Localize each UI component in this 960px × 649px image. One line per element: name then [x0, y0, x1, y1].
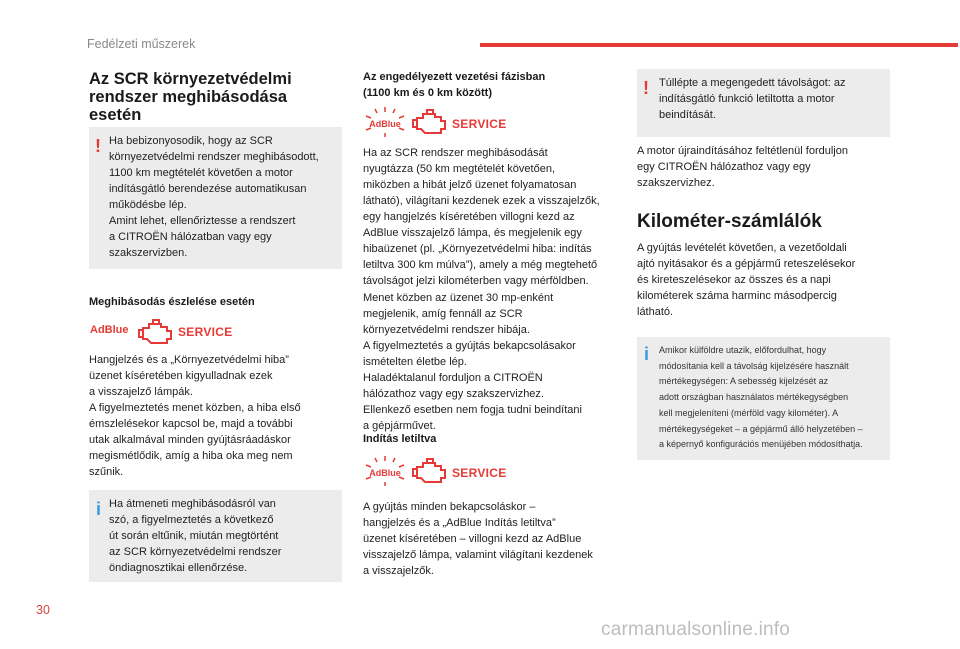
warning-text-2: Túllépte a megengedett távolságot: az indításgátló funkció letiltotta a motor beindítását. [659, 77, 846, 121]
warning-box-2 [637, 69, 890, 137]
service-lamp-icon: SERVICE [178, 325, 233, 339]
adblue-lamp-icon: AdBlue [90, 324, 129, 336]
warning-box-1 [89, 127, 342, 269]
detection-subheading: Meghibásodás észlelése esetén [89, 296, 255, 308]
info-box-2 [637, 337, 890, 460]
warning-icon: ! [95, 136, 101, 156]
restart-paragraph: A motor újraindításához feltétlenül forduljon egy CITROËN hálózathoz vagy egy szakszervizhez. [637, 145, 848, 189]
info-box-1 [89, 490, 342, 582]
warning-text-1: Ha bebizonyosodik, hogy az SCR környezetvédelmi rendszer meghibásodott, 1100 km megtételét követően a motor indításgátló berendezése automatikusan működésbe lép. Amint lehet, ellenőriztesse a rendszert a CITROËN hálózatban vagy egy szakszervizben. [109, 135, 319, 259]
header-accent-bar [480, 43, 958, 47]
engine-warning-icon [411, 108, 451, 138]
detection-paragraph: Hangjelzés és a „Környezetvédelmi hiba” üzenet kíséretében kigyulladnak ezek a visszajelző lámpák. A figyelmeztetés menet közben, a hiba első émszlelésekor kapcsol be, majd a további utak alkalmával minden gyújtásráadáskor megismétlődik, amíg a hiba oka meg nem szűnik. [89, 354, 301, 478]
svg-text:AdBlue: AdBlue [369, 468, 401, 478]
watermark: carmanualsonline.info [601, 619, 791, 640]
message-repeat-paragraph: Menet közben az üzenet 30 mp-enként megjelenik, amíg fennáll az SCR környezetvédelmi rendszer hibája. A figyelmeztetés a gyújtás bekapcsolásakor ismételten életbe lép. Haladéktalanul forduljon a CITROËN hálózathoz vagy egy szakszervizhez. Ellenkező esetben nem fogja tudni beindítani a gépjárművet. [363, 292, 582, 432]
svg-text:AdBlue: AdBlue [369, 119, 401, 129]
warning-icon: ! [643, 78, 649, 98]
service-lamp-icon: SERVICE [452, 117, 507, 131]
service-lamp-icon: SERVICE [452, 466, 507, 480]
start-blocked-paragraph: A gyújtás minden bekapcsoláskor – hangjelzés és a „AdBlue Indítás letiltva” üzenet kíséretében – villogni kezd az AdBlue visszajelző lámpa, valamint világítani kezdenek a visszajelzők. [363, 501, 593, 577]
adblue-flashing-icon [363, 455, 407, 487]
info-icon: i [96, 499, 102, 519]
info-text-1: Ha átmeneti meghibásodásról van szó, a figyelmeztetés a következő út során eltűnik, miután megtörtént az SCR környezetvédelmi rendszer öndiagnosztikai ellenőrzése. [109, 498, 282, 574]
start-blocked-subheading: Indítás letiltva [363, 433, 437, 445]
warning-lamps-row-1 [89, 316, 233, 352]
info-text-2: Amikor külföldre utazik, előfordulhat, hogy módosítania kell a távolság kijelzésére használt mértékegységen: A sebesség kijelzését az adott országban használatos mértékegységben kell megjeleníteni (mérföld vagy kilométer). A mértékegységeket – a gépjármű álló helyzetében – a képernyő konfigurációs menüjében módosíthatja. [659, 345, 863, 450]
engine-warning-icon [411, 457, 451, 487]
scr-failure-title: Az SCR környezetvédelmi rendszer meghibásodása esetén [89, 70, 292, 124]
odometers-paragraph: A gyújtás levételét követően, a vezetőoldali ajtó nyitásakor és a gépjármű reteszelésekor és kireteszelésekor az összes és a napi kilométerek száma harminc másodpercig látható. [637, 242, 856, 318]
adblue-flashing-icon [363, 106, 407, 138]
engine-warning-icon [137, 318, 177, 348]
odometers-title: Kilométer-számlálók [637, 211, 822, 232]
warning-lamps-row-3 [363, 455, 507, 491]
driving-phase-subheading: Az engedélyezett vezetési fázisban (1100 km és 0 km között) [363, 71, 546, 99]
section-header: Fedélzeti műszerek [87, 37, 196, 51]
page-number: 30 [36, 603, 50, 617]
driving-phase-paragraph: Ha az SCR rendszer meghibásodását nyugtázza (50 km megtételét követően, miközben a hibát jelző üzenet folyamatosan látható), világítani kezdenek ezek a visszajelzők, egy hangjelzés kíséretében villogni kezd az AdBlue visszajelző lámpa, és megjelenik egy hibaüzenet (pl. „Környezetvédelmi hiba: indítás letiltva 300 km múlva”), amely a még megtehető távolságot jelzi kilométerben vagy mérföldben. [363, 147, 600, 287]
warning-lamps-row-2 [363, 106, 507, 142]
info-icon: i [644, 344, 650, 364]
